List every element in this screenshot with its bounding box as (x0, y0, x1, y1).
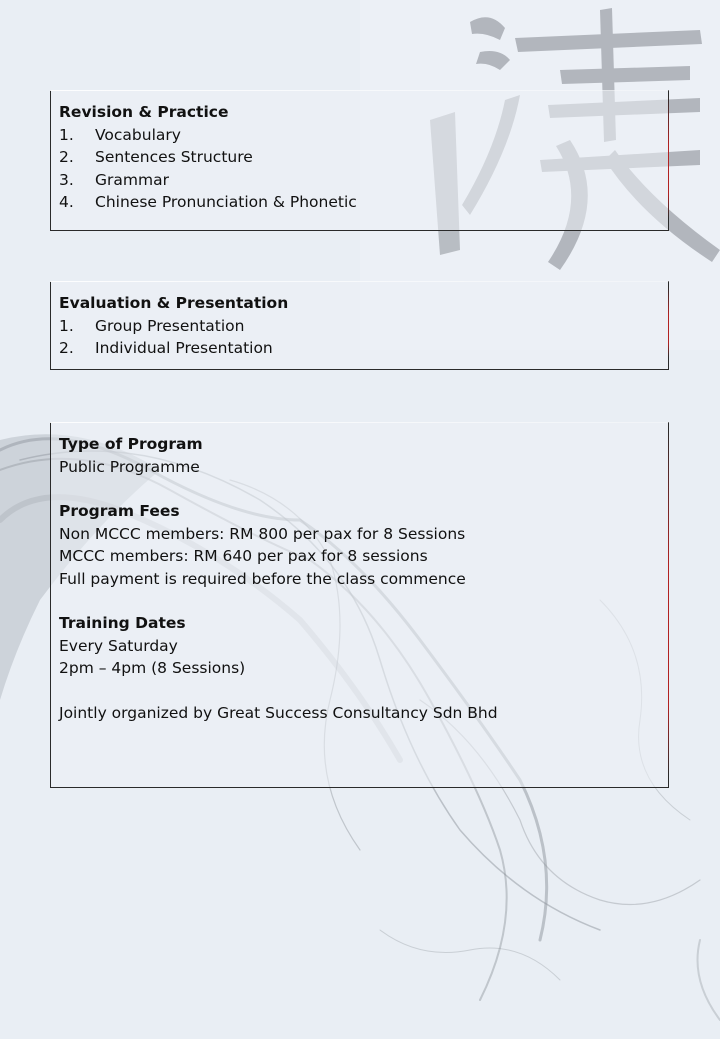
list-item (59, 191, 660, 214)
evaluation-presentation-box (50, 281, 669, 370)
evaluation-list (59, 315, 660, 360)
fee-line: Full payment is required before the class commence (59, 569, 466, 588)
list-label: Group Presentation (95, 316, 245, 335)
list-number: 1. (59, 316, 74, 335)
revision-heading: Revision & Practice (59, 103, 229, 121)
list-item (59, 146, 660, 169)
list-label: Grammar (95, 170, 169, 189)
program-fees-heading: Program Fees (59, 502, 180, 520)
program-type-heading: Type of Program (59, 435, 203, 453)
fee-line: MCCC members: RM 640 per pax for 8 sessions (59, 547, 428, 565)
list-number: 2. (59, 148, 74, 166)
list-item (59, 124, 660, 147)
training-dates-heading: Training Dates (59, 614, 186, 632)
list-item (59, 169, 660, 192)
list-number: 3. (59, 170, 74, 189)
list-label: Individual Presentation (95, 339, 273, 357)
list-item (59, 337, 660, 360)
program-type-value: Public Programme (59, 457, 200, 476)
list-label: Chinese Pronunciation & Phonetic (95, 193, 357, 211)
revision-practice-box (50, 90, 669, 231)
list-number: 2. (59, 339, 74, 357)
revision-list (59, 124, 660, 214)
program-details-box (50, 422, 669, 788)
list-number: 1. (59, 125, 74, 144)
fee-line: Non MCCC members: RM 800 per pax for 8 Sessions (59, 524, 466, 543)
organizer-text: Jointly organized by Great Success Consultancy Sdn Bhd (59, 703, 498, 722)
date-line: 2pm – 4pm (8 Sessions) (59, 659, 246, 677)
evaluation-heading: Evaluation & Presentation (59, 294, 289, 312)
list-label: Vocabulary (95, 125, 181, 144)
list-number: 4. (59, 193, 74, 211)
list-item (59, 315, 660, 338)
list-label: Sentences Structure (95, 148, 253, 166)
date-line: Every Saturday (59, 636, 178, 655)
